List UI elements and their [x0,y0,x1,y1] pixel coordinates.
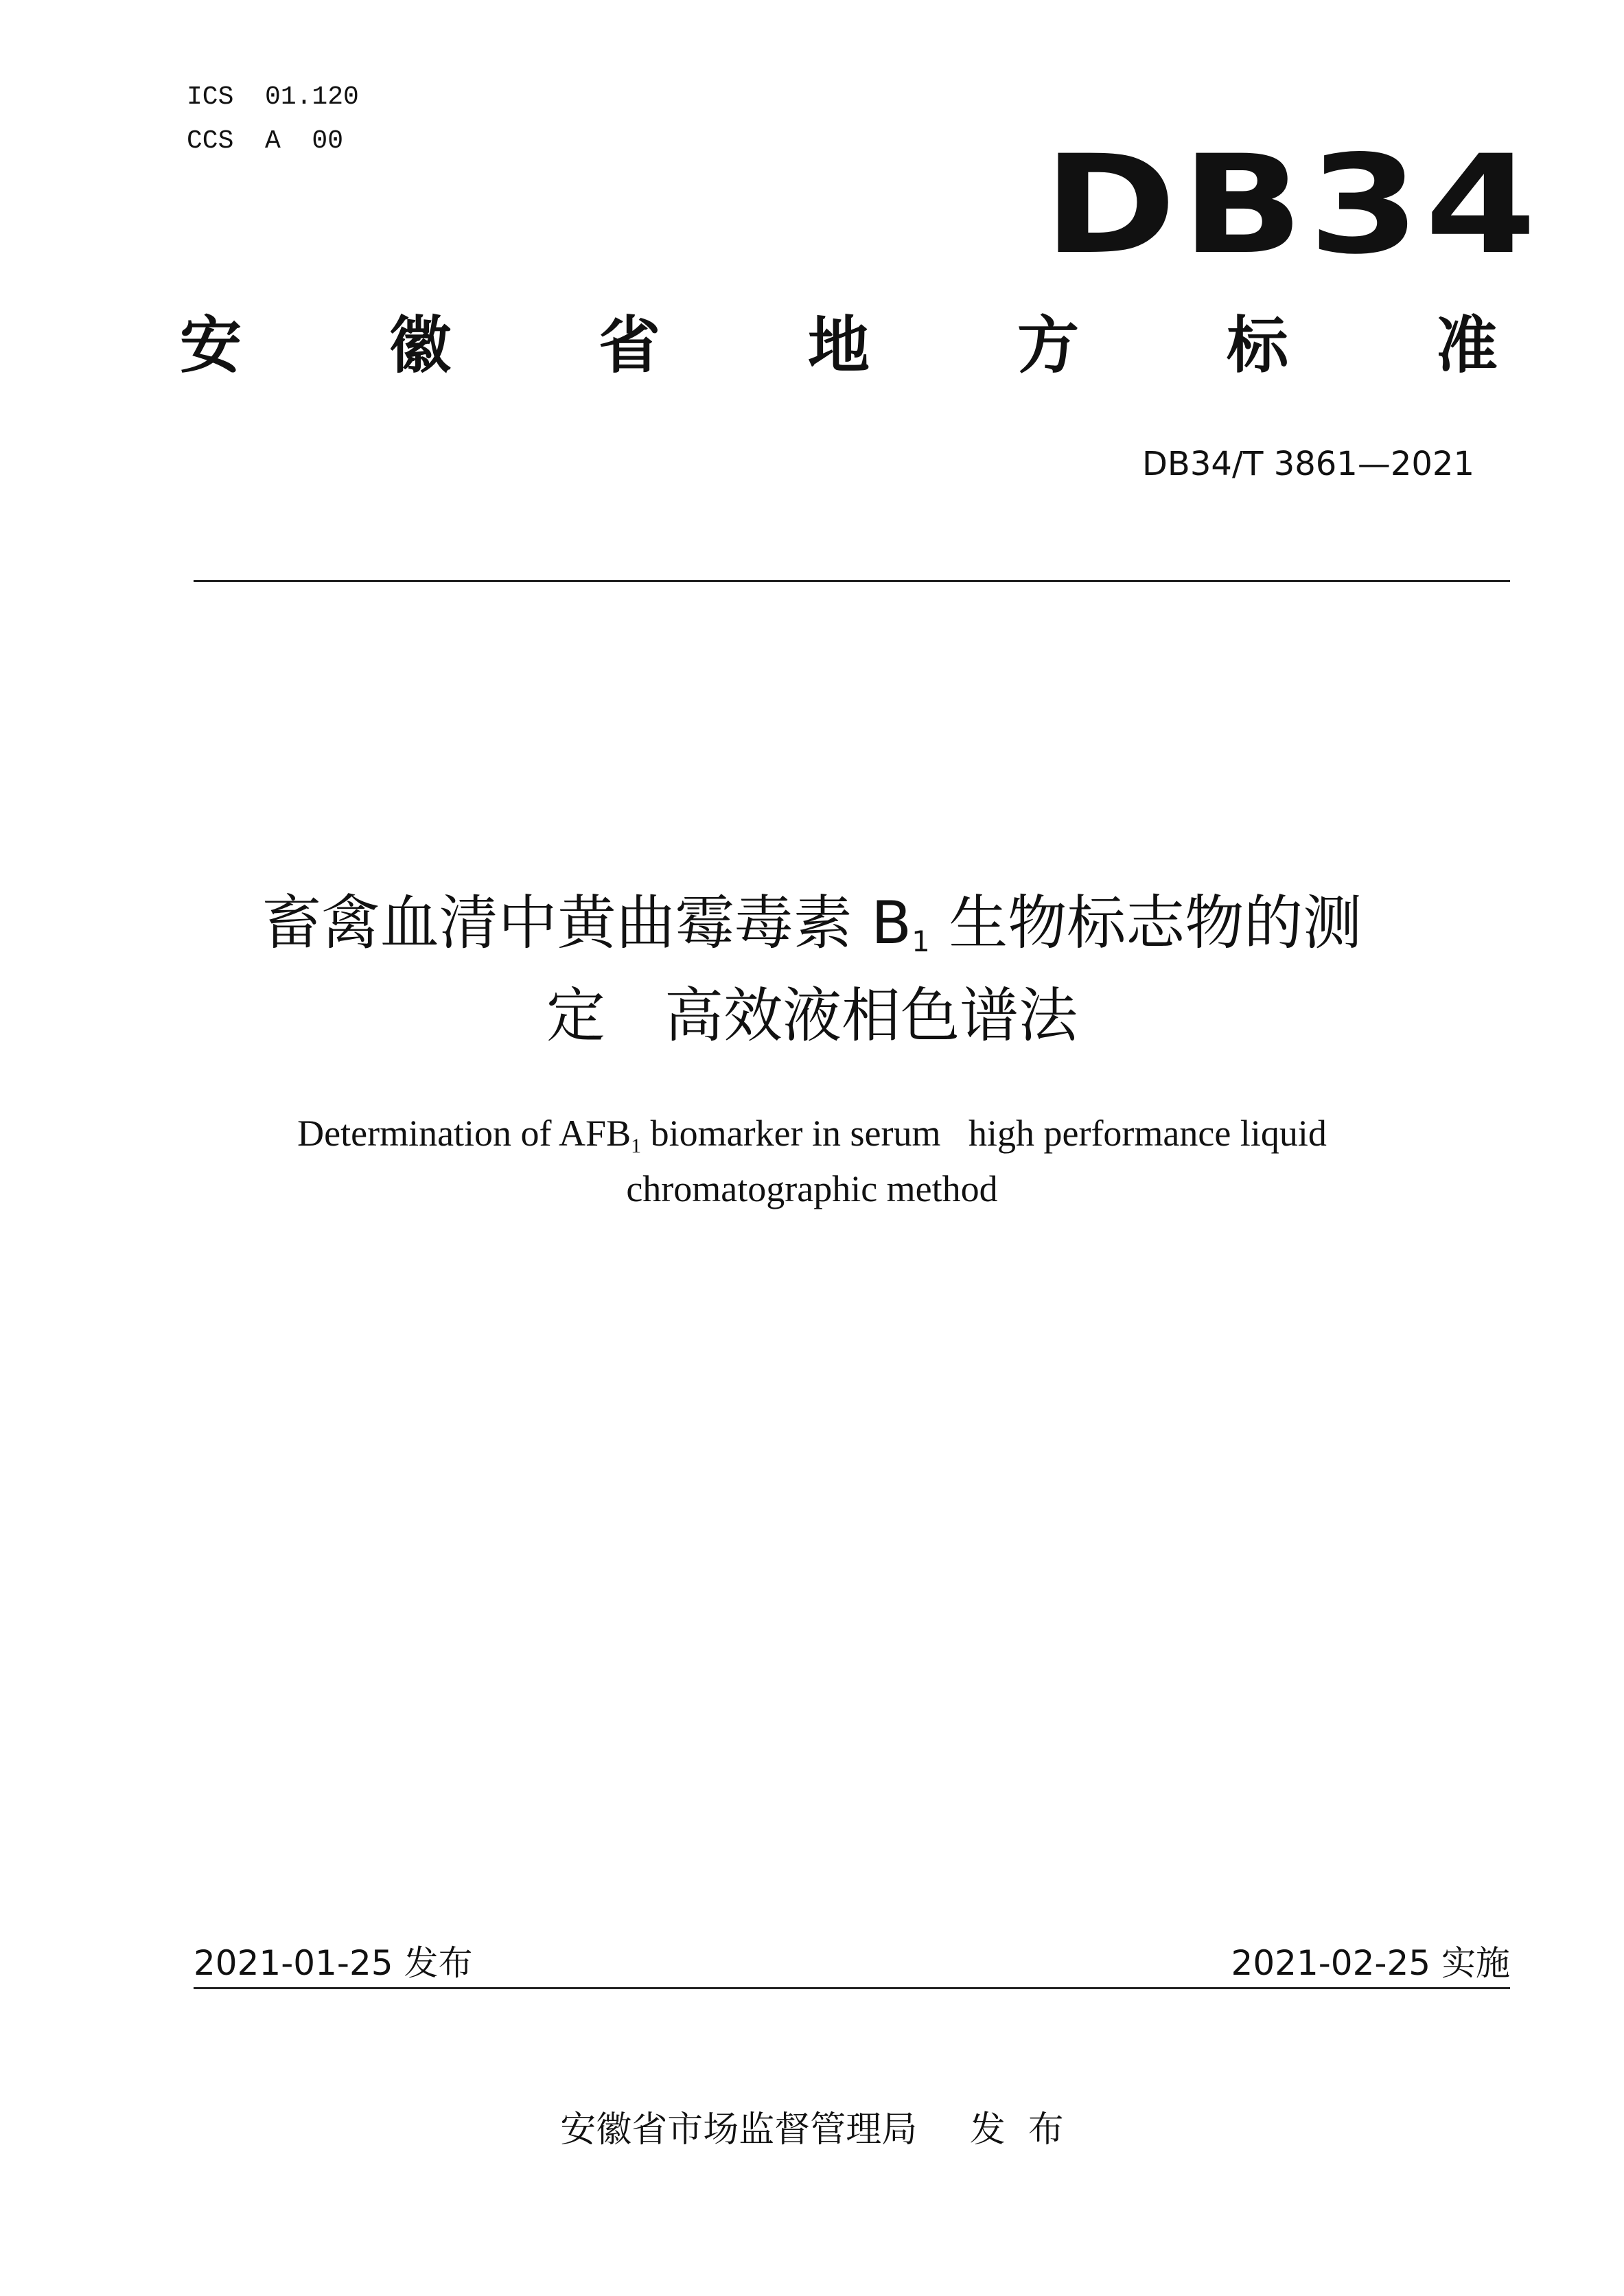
classification-codes [187,76,359,163]
standard-type-char: 方 [1017,309,1079,382]
standard-type-char: 准 [1436,309,1498,382]
chinese-title-part: 畜禽血清中黄曲霉毒素 B [262,889,912,958]
publisher-name: 安徽省市场监督管理局 [560,2109,918,2150]
standard-type-char: 标 [1227,309,1288,382]
chinese-title [137,882,1487,1057]
standard-type-char: 地 [808,309,870,382]
standard-type-char: 徽 [389,309,451,382]
subscript: 1 [631,1135,642,1157]
chinese-title-part: 生物标志物的测 [929,889,1362,958]
chinese-title-line-2: 定 高效液相色谱法 [546,982,1078,1050]
publisher-line [0,2100,1624,2152]
english-title-part: biomarker in serum high performance liquid [641,1113,1327,1154]
ics-code: ICS 01.120 [187,82,359,112]
chinese-title-line-1 [137,882,1487,975]
implementation-date: 2021-02-25 实施 [1231,1943,1510,1983]
db34-logo: DB34 [1043,126,1542,284]
english-title-line-2: chromatographic method [626,1168,998,1209]
ccs-code: CCS A 00 [187,126,344,156]
subscript: 1 [912,925,930,958]
publisher-action: 发 布 [969,2109,1064,2150]
bottom-divider [194,1987,1510,1989]
english-title [206,1109,1418,1214]
standard-type-char: 省 [599,309,660,382]
english-title-line-1 [206,1109,1418,1164]
standard-type-heading [180,309,1498,382]
issue-date: 2021-01-25 发布 [194,1943,473,1983]
standard-code: DB34/T 3861—2021 [1141,445,1474,483]
standard-type-char: 安 [180,309,242,382]
english-title-part: Determination of AFB [297,1113,631,1154]
top-divider [194,580,1510,582]
